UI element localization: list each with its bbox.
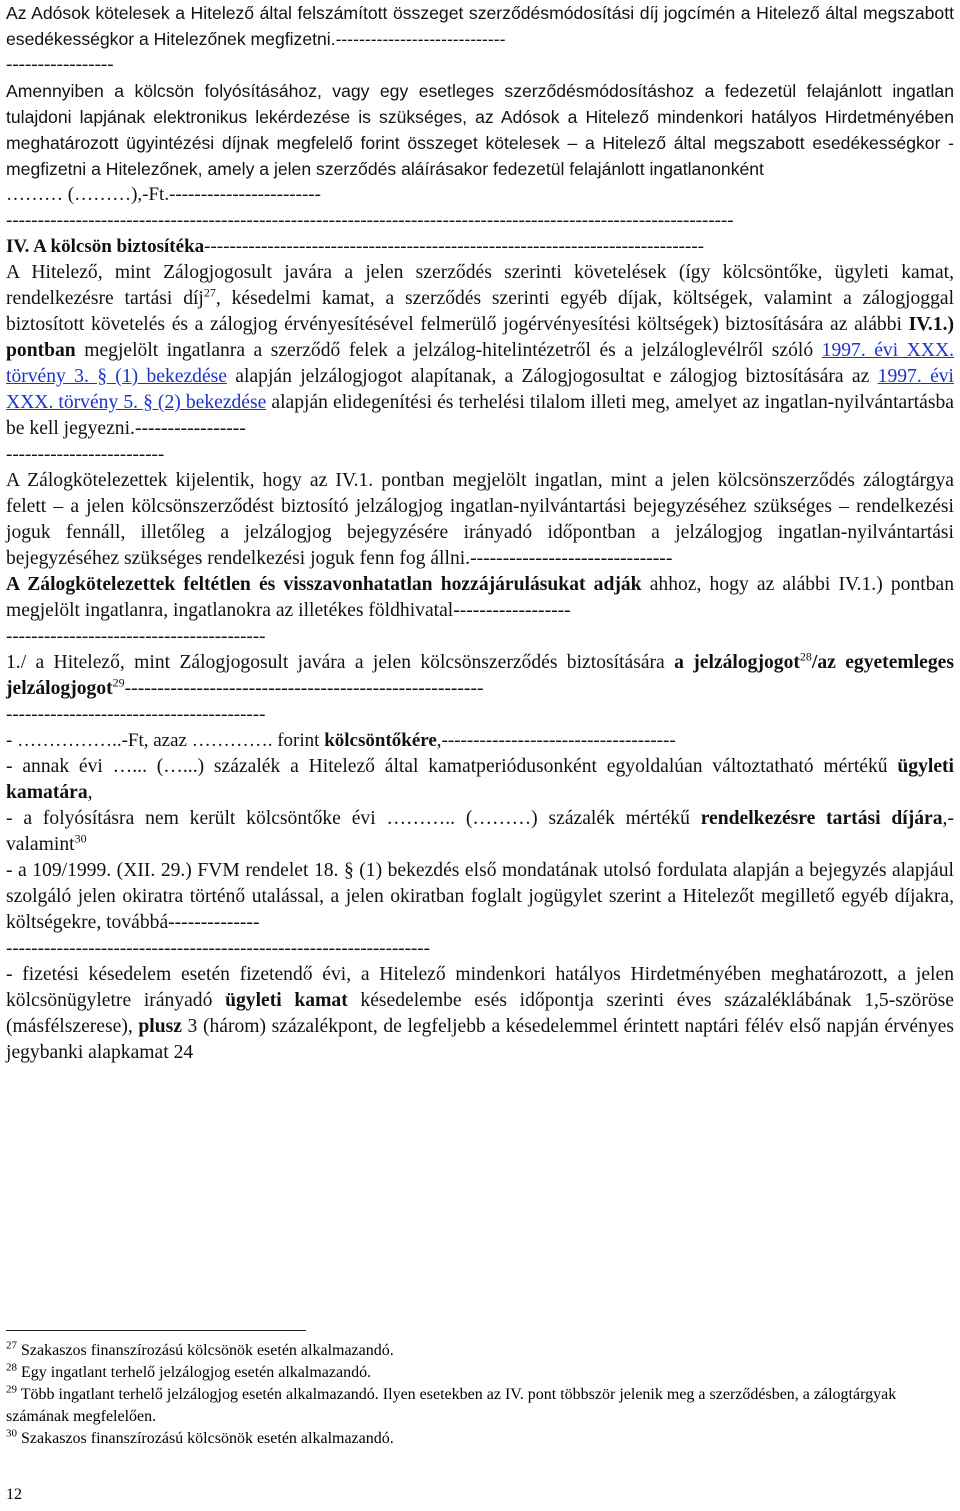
footnote-ref-30[interactable]: 30 bbox=[74, 831, 87, 846]
footnote-ref-27[interactable]: 27 bbox=[203, 285, 216, 300]
dash-separator: ------------------------------------------------------------------------------------------------------------------- bbox=[6, 210, 734, 231]
section-heading: IV. A kölcsön biztosítéka------------------------------------------------------------------------------- bbox=[6, 236, 704, 257]
paragraph-consent: A Zálogkötelezettek feltétlen és visszavonhatatlan hozzájárulásukat adják ahhoz, hogy az alábbi IV.1.) pontban megjelölt ingatlanra, ingatlanokra az illetékes földhivatal------------------ bbox=[6, 574, 954, 621]
paragraph-pledgors-declare: A Zálogkötelezettek kijelentik, hogy az IV.1. pontban megjelölt ingatlan, mint a jelen kölcsönszerződés zálogtárgya felett – a jelen kölcsönszerződést biztosító jelzálogjog ingatlan-nyilvántartási bejegyzéséhez szükséges – rendelkezési joguk fennáll, illetőleg a jelzálogjog bejegyzésére irányadó időpontban a jelzálogjog ingatlan-nyilvántartási bejegyzéséhez szükséges rendelkezési joguk fenn fog állni.------------------------------- bbox=[6, 470, 954, 569]
paragraph-mortgage-right: 1./ a Hitelező, mint Zálogjogosult javára a jelen kölcsönszerződés biztosítására a jelzálogjogot$^{28}$/az egyetemleges jelzálogjogot$^{29}$------------------------------------------------------- bbox=[6, 649, 954, 699]
footnote-divider bbox=[6, 1330, 306, 1331]
list-item-commitment-fee: - a folyósításra nem került kölcsöntőke évi ……….. (………) százalék mértékű rendelkezésre tartási díjára,- valamint$^{30}$ bbox=[6, 808, 954, 855]
list-item-late-interest: - fizetési késedelem esetén fizetendő évi, a Hitelező mindenkori hatályos Hirdetményében meghatározott, a jelen kölcsönügyletre irányadó ügyleti kamat késedelembe esés időpontja szerinti éves százaléklábának 1,5-szöröse (másfélszerese), plusz 3 (három) százalékpont, de legfeljebb a késedelemmel érintett naptári félév első napján érvényes jegybanki alapkamat 24 bbox=[6, 964, 954, 1063]
footnote-30: $^{30}$ Szakaszos finanszírozású kölcsönök esetén alkalmazandó. bbox=[6, 1427, 394, 1447]
paragraph-fee-modification: Az Adósok kötelesek a Hitelező által felszámított összeget szerződésmódosítási díj jogcímén a Hitelező által megszabott esedékességkor a Hitelezőnek megfizetni.----------------------------- bbox=[6, 3, 954, 49]
footnotes bbox=[6, 1340, 946, 1450]
footnote-ref-28[interactable]: 28 bbox=[799, 649, 812, 664]
paragraph-mortgage: A Hitelező, mint Zálogjogosult javára a jelen szerződés szerinti követelések (így kölcsöntőke, ügyleti kamat, rendelkezésre tartási díj$^{27}$, késedelmi kamat, a szerződés szerinti egyéb díjak, költségek, valamint a zálogjoggal biztosított követelés és a zálogjog érvényesítésével felmerülő jogérvényesítési költségek) biztosítására az alábbi IV.1.) pontban megjelölt ingatlanra a szerződő felek a jelzálog-hitelintézetről és a jelzáloglevélről szóló 1997. évi XXX. törvény 3. § (1) bekezdése alapján jelzálogjogot alapítanak, a Zálogjogosultat e zálogjog biztosítására az 1997. évi XXX. törvény 5. § (2) bekezdése alapján elidegenítési és terhelési tilalom illeti meg, amelyet az ingatlan-nyilvántartásba be kell jegyezni.----------------- bbox=[6, 262, 955, 439]
footnote-ref-29[interactable]: 29 bbox=[112, 675, 125, 690]
page-number: 12 bbox=[6, 1486, 22, 1503]
paragraph-land-registry-query: Amennyiben a kölcsön folyósításához, vagy egy esetleges szerződésmódosításhoz a fedezetül felajánlott ingatlan tulajdoni lapjának elektronikus lekérdezése is szükséges, az Adósok a Hitelező mindenkori hatályos Hirdetményében meghatározott ügyintézési díjnak megfelelő forint összeget kötelesek – a Hitelező által megszabott esedékességkor - megfizetni a Hitelezőnek, amely a jelen szerződés aláírásakor fedezetül felajánlott ingatlanonként bbox=[6, 81, 954, 179]
dash-separator: ------------------------------------------------------------------- bbox=[6, 938, 430, 959]
dash-separator: ----------------------------------------- bbox=[6, 626, 266, 647]
list-item-other-fees: - a 109/1999. (XII. 29.) FVM rendelet 18. § (1) bekezdés első mondatának utolsó fordulata alapján a bejegyzés alapjául szolgáló jelen okiratra történő utalással, a jelen okiratban foglalt jogügylet szerint a Hitelezőt megillető egyéb díjakra, költségekre, továbbá-------------- bbox=[6, 860, 954, 933]
section-title: IV. A kölcsön biztosítéka bbox=[6, 236, 205, 257]
list-item-principal: - ……………..-Ft, azaz …………. forint kölcsöntőkére,------------------------------------- bbox=[6, 730, 676, 751]
footnote-28: $^{28}$ Egy ingatlant terhelő jelzálogjog esetén alkalmazandó. bbox=[6, 1361, 372, 1381]
dash-separator: ----------------- bbox=[6, 54, 114, 75]
footnote-29: $^{29}$ Több ingatlant terhelő jelzálogjog esetén alkalmazandó. Ilyen esetekben az IV. pont többször jelenik meg a szerződésben, a zálogtárgyak számának megfelelően. bbox=[6, 1383, 897, 1425]
amount-line: ……… (………),-Ft.------------------------ bbox=[6, 184, 321, 205]
list-item-interest: - annak évi …... (…...) százalék a Hitelező által kamatperiódusonként egyoldalúan változtatható mértékű ügyleti kamatára, bbox=[6, 756, 954, 803]
dash-separator: ----------------------------------------- bbox=[6, 704, 266, 725]
law-link-1997-5[interactable]: 1997. évi XXX. törvény 5. § (2) bekezdése bbox=[6, 366, 955, 413]
footnote-27: $^{27}$ Szakaszos finanszírozású kölcsönök esetén alkalmazandó. bbox=[6, 1339, 394, 1359]
law-link-1997-3[interactable]: 1997. évi XXX. törvény 3. § (1) bekezdése bbox=[6, 340, 954, 387]
dash-separator: ------------------------- bbox=[6, 444, 165, 465]
